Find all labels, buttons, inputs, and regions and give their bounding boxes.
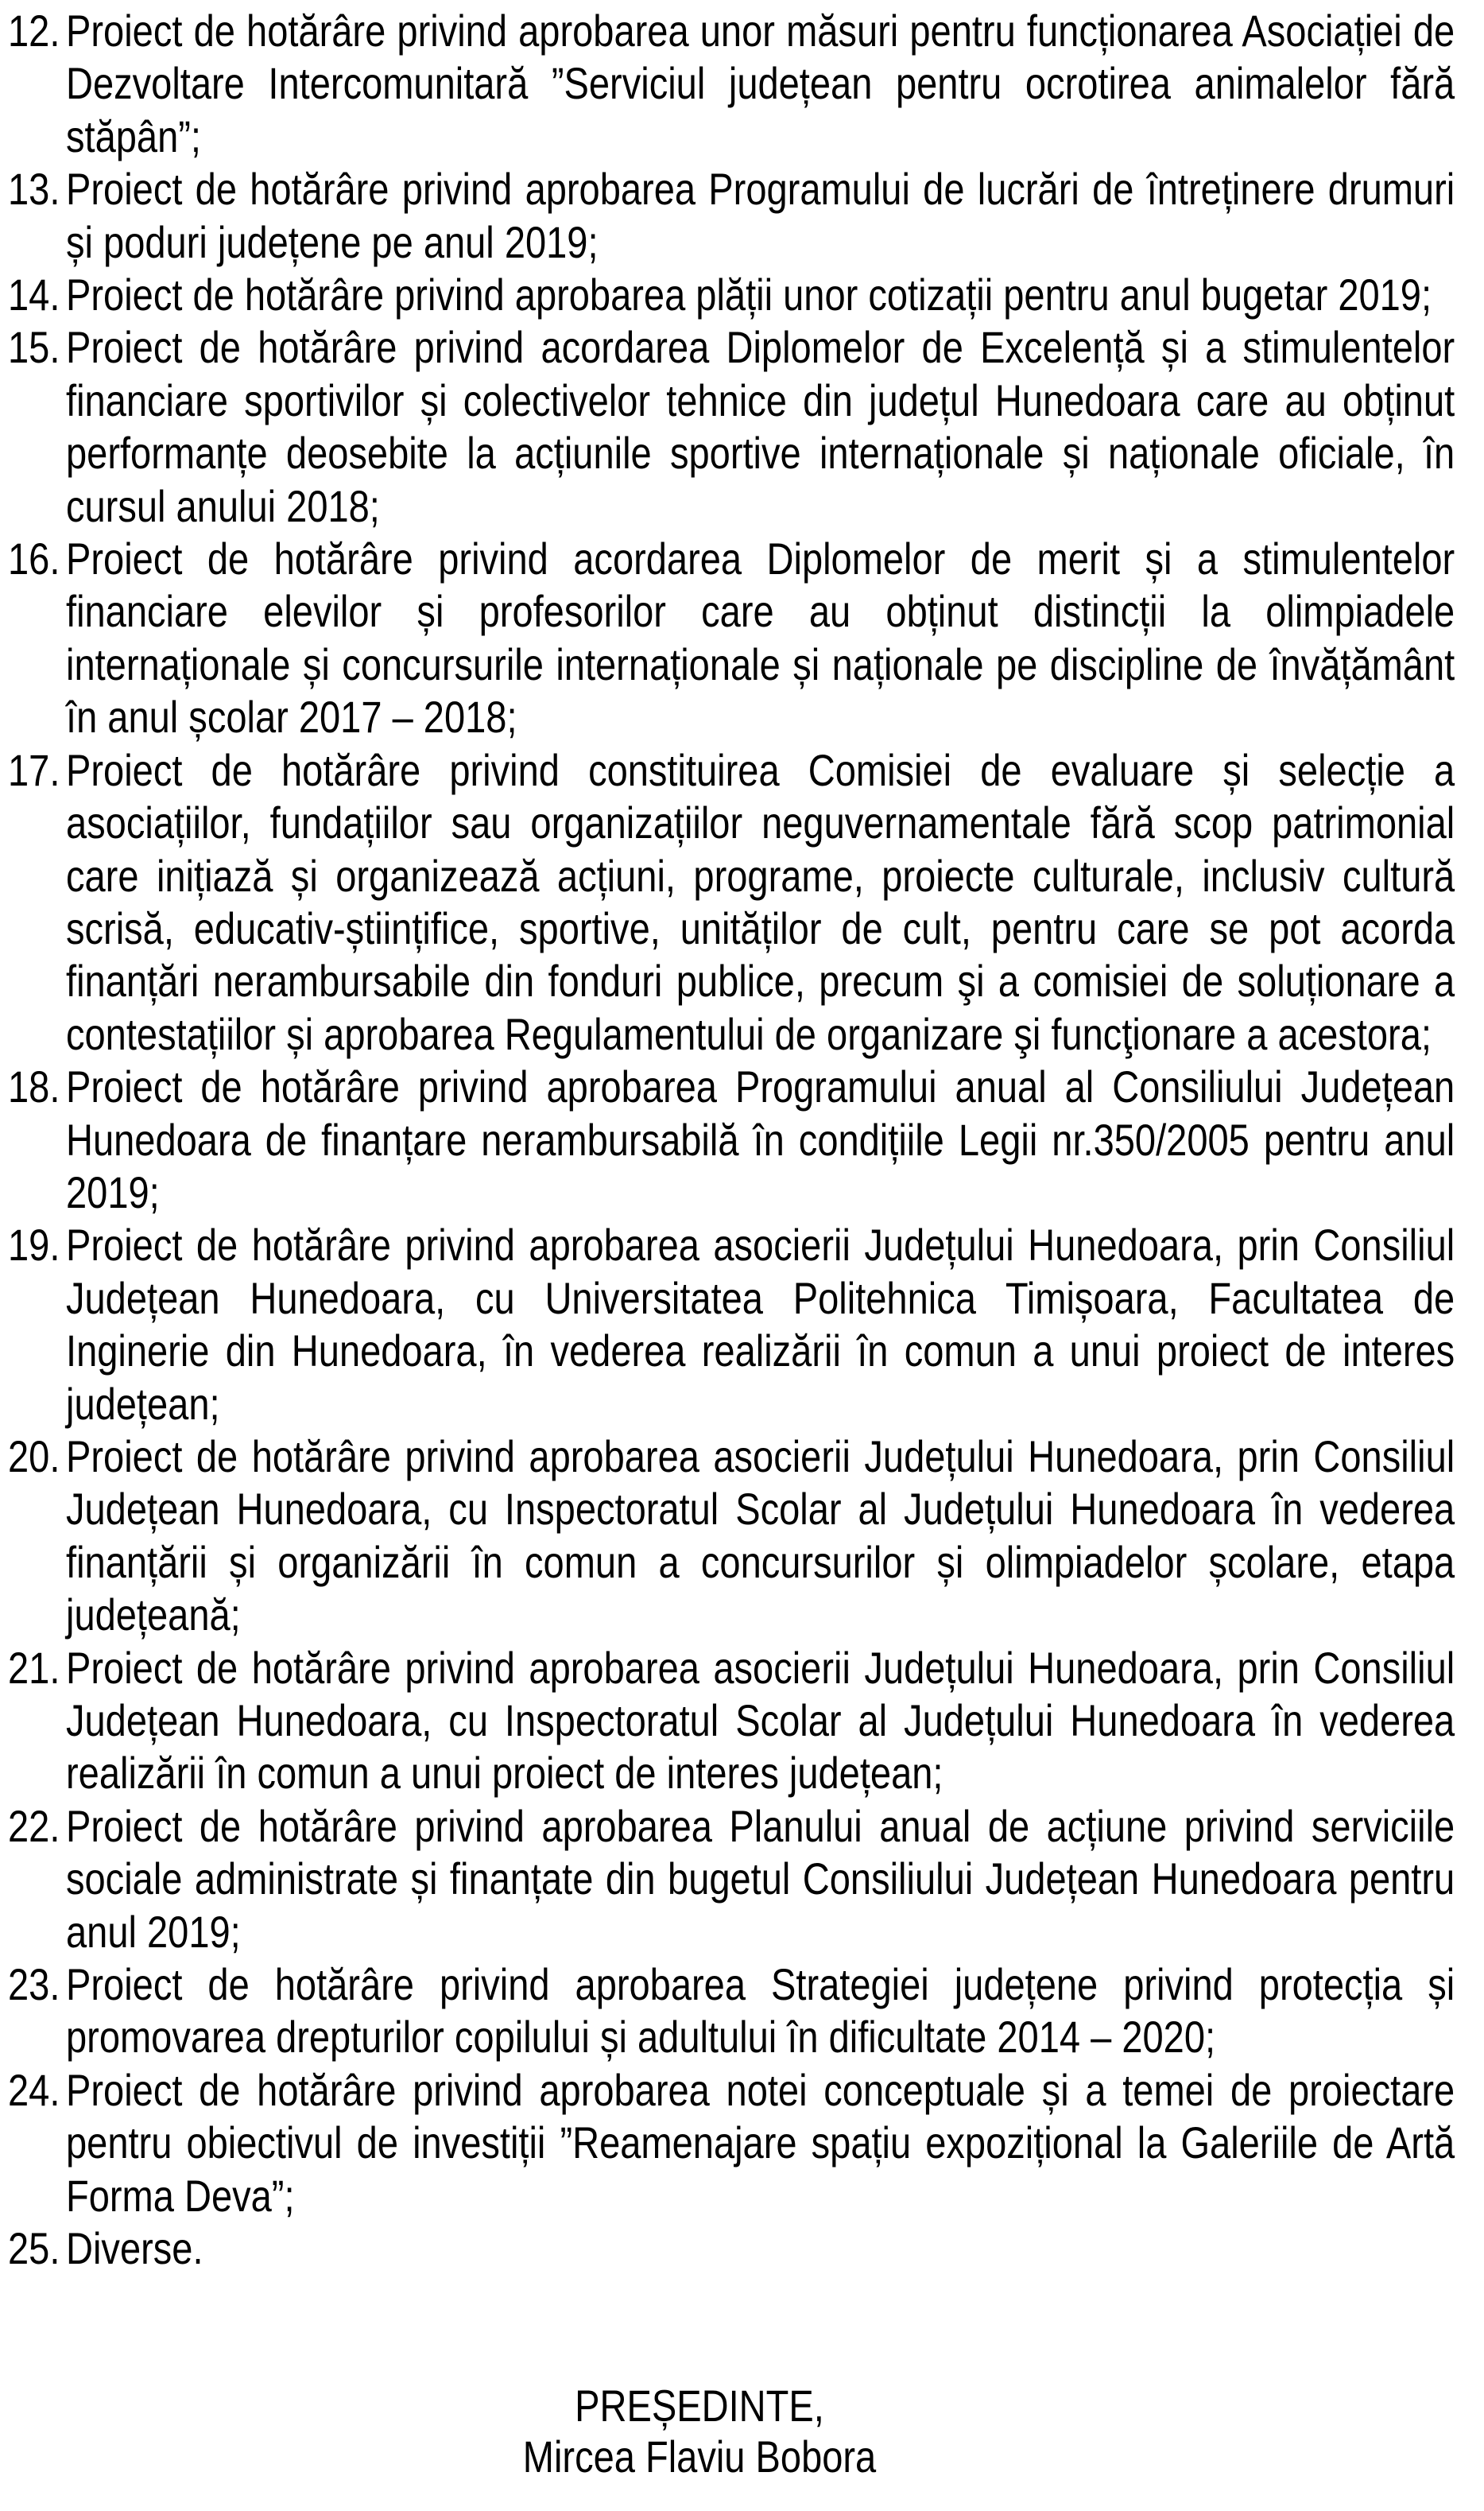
agenda-item-13	[0, 163, 1484, 269]
agenda-item-17	[0, 744, 1484, 1061]
agenda-item-14	[0, 269, 1484, 321]
item-number: 25.	[8, 2223, 60, 2274]
item-number: 19.	[8, 1220, 60, 1271]
item-number: 14.	[8, 270, 60, 320]
agenda-item-20	[0, 1430, 1484, 1642]
agenda-item-24	[0, 2064, 1484, 2222]
item-text: Proiect de hotărâre privind aprobarea plății unor cotizații pentru anul bugetar 2019;	[66, 270, 1432, 320]
item-text: Proiect de hotărâre privind aprobarea notei conceptuale și a temei de proiectare pentru obiectivul de investiții ”Reamenajare spațiu expozițional la Galeriile de Artă Forma Deva”;	[66, 2064, 1455, 2221]
item-number: 17.	[8, 744, 60, 795]
signature-name: Mircea Flaviu Bobora	[522, 2431, 877, 2482]
item-number: 24.	[8, 2064, 60, 2115]
document-page	[0, 5, 1484, 2275]
item-number: 16.	[8, 534, 60, 584]
item-number: 23.	[8, 1959, 60, 2010]
agenda-list	[0, 5, 1484, 2275]
item-number: 22.	[8, 1800, 60, 1851]
item-number: 21.	[8, 1642, 60, 1693]
item-text: Proiect de hotărâre privind aprobarea unor măsuri pentru funcționarea Asociației de Dezvoltare Intercomunitară ”Serviciul județean pentru ocrotirea animalelor fără stăpân”;	[66, 6, 1455, 161]
item-text: Proiect de hotărâre privind aprobarea asocierii Județului Hunedoara, prin Consiliul Județean Hunedoara, cu Universitatea Politehnica Timișoara, Facultatea de Inginerie din Hunedoara, în vederea realizării în comun a unui proiect de interes județean;	[66, 1220, 1455, 1429]
agenda-item-18	[0, 1061, 1484, 1219]
item-text: Diverse.	[66, 2223, 203, 2274]
signature-block	[0, 2381, 1399, 2482]
item-number: 20.	[8, 1430, 60, 1481]
signature-title: PREȘEDINTE,	[575, 2381, 824, 2431]
item-text: Proiect de hotărâre privind aprobarea Programului anual al Consiliului Județean Hunedoara de finanțare nerambursabilă în condițiile Legii nr.350/2005 pentru anul 2019;	[66, 1061, 1455, 1217]
agenda-item-15	[0, 321, 1484, 533]
item-text: Proiect de hotărâre privind aprobarea asocierii Județului Hunedoara, prin Consiliul Județean Hunedoara, cu Inspectoratul Scolar al Județului Hunedoara în vederea realizării în comun a unui proiect de interes județean;	[66, 1642, 1455, 1799]
item-text: Proiect de hotărâre privind constituirea Comisiei de evaluare și selecție a asociațiilor, fundațiilor sau organizațiilor neguvernamentale fără scop patrimonial care inițiază și organizează acțiuni, programe, proiecte culturale, inclusiv cultură scrisă, educativ-științifice, sportive, unităților de cult, pentru care se pot acorda finanțări nerambursabile din fonduri publice, precum şi a comisiei de soluționare a contestațiilor și aprobarea Regulamentului de organizare şi funcţionare a acestora;	[66, 744, 1455, 1059]
agenda-item-25	[0, 2222, 1484, 2275]
item-text: Proiect de hotărâre privind aprobarea Strategiei județene privind protecția și promovarea drepturilor copilului și adultului în dificultate 2014 – 2020;	[66, 1959, 1455, 2063]
item-number: 15.	[8, 322, 60, 373]
item-number: 13.	[8, 164, 60, 215]
agenda-item-16	[0, 533, 1484, 744]
item-text: Proiect de hotărâre privind aprobarea Planului anual de acțiune privind serviciile sociale administrate și finanțate din bugetul Consiliului Județean Hunedoara pentru anul 2019;	[66, 1800, 1455, 1957]
agenda-item-12	[0, 5, 1484, 163]
item-number: 18.	[8, 1061, 60, 1112]
item-text: Proiect de hotărâre privind acordarea Diplomelor de Excelență și a stimulentelor financiare sportivilor și colectivelor tehnice din județul Hunedoara care au obținut performanțe deosebite la acțiunile sportive internaționale și naționale oficiale, în cursul anului 2018;	[66, 322, 1455, 531]
agenda-item-22	[0, 1800, 1484, 1958]
item-number: 12.	[8, 6, 60, 56]
item-text: Proiect de hotărâre privind aprobarea asocierii Județului Hunedoara, prin Consiliul Județean Hunedoara, cu Inspectoratul Scolar al Județului Hunedoara în vederea finanțării și organizării în comun a concursurilor și olimpiadelor școlare, etapa județeană;	[66, 1430, 1455, 1640]
item-text: Proiect de hotărâre privind aprobarea Programului de lucrări de întreținere drumuri și poduri județene pe anul 2019;	[66, 164, 1455, 267]
agenda-item-19	[0, 1219, 1484, 1430]
agenda-item-23	[0, 1958, 1484, 2064]
item-text: Proiect de hotărâre privind acordarea Diplomelor de merit și a stimulentelor financiare elevilor și profesorilor care au obținut distincții la olimpiadele internaționale și concursurile internaționale și naționale pe discipline de învățământ în anul școlar 2017 – 2018;	[66, 534, 1455, 743]
agenda-item-21	[0, 1642, 1484, 1800]
